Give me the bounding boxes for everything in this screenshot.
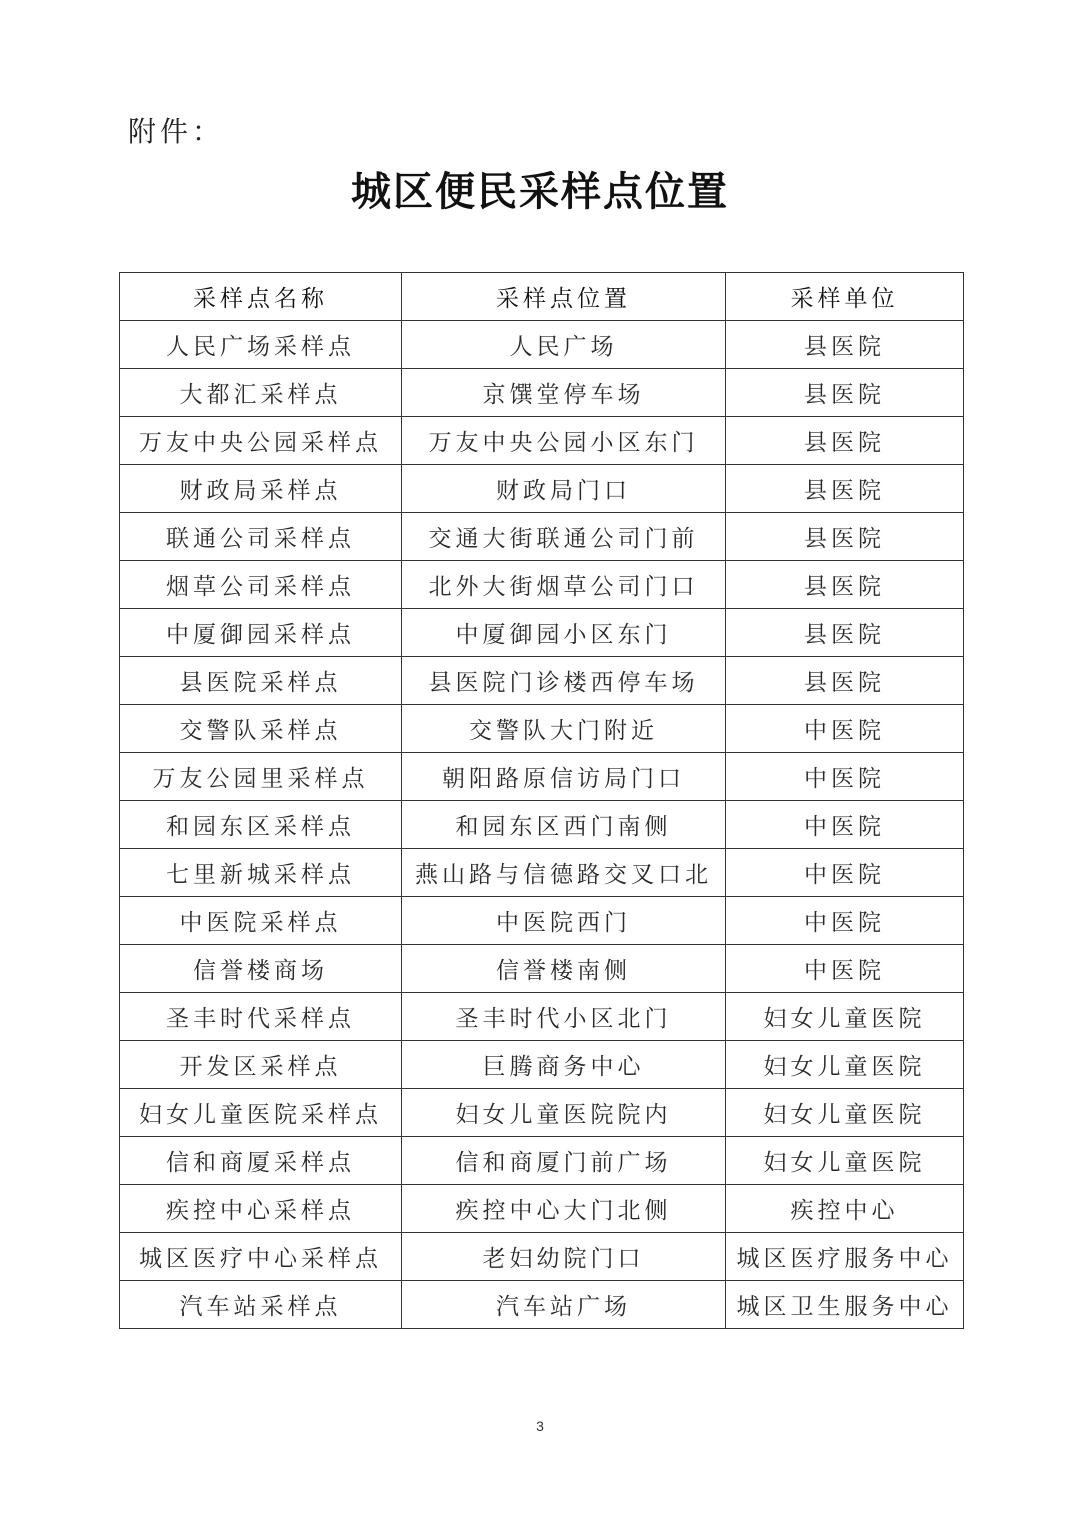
sampling-unit-cell: 中医院 <box>726 849 964 897</box>
site-name-cell: 汽车站采样点 <box>120 1281 402 1329</box>
table-row <box>120 1137 964 1185</box>
sampling-unit-cell: 县医院 <box>726 609 964 657</box>
sampling-unit-cell: 县医院 <box>726 561 964 609</box>
table-row <box>120 465 964 513</box>
site-location-cell: 中医院西门 <box>402 897 726 945</box>
sampling-unit-cell: 妇女儿童医院 <box>726 1089 964 1137</box>
site-name-cell: 妇女儿童医院采样点 <box>120 1089 402 1137</box>
site-location-cell: 和园东区西门南侧 <box>402 801 726 849</box>
table-row <box>120 1089 964 1137</box>
site-location-cell: 疾控中心大门北侧 <box>402 1185 726 1233</box>
site-location-cell: 中厦御园小区东门 <box>402 609 726 657</box>
table-row <box>120 993 964 1041</box>
site-name-cell: 开发区采样点 <box>120 1041 402 1089</box>
site-location-cell: 圣丰时代小区北门 <box>402 993 726 1041</box>
site-name-cell: 县医院采样点 <box>120 657 402 705</box>
table-row <box>120 897 964 945</box>
site-location-cell: 信和商厦门前广场 <box>402 1137 726 1185</box>
table-row <box>120 753 964 801</box>
table-row <box>120 849 964 897</box>
site-name-cell: 交警队采样点 <box>120 705 402 753</box>
site-name-cell: 中医院采样点 <box>120 897 402 945</box>
site-name-cell: 信和商厦采样点 <box>120 1137 402 1185</box>
sampling-unit-cell: 城区医疗服务中心 <box>726 1233 964 1281</box>
site-location-cell: 巨腾商务中心 <box>402 1041 726 1089</box>
sampling-unit-cell: 县医院 <box>726 369 964 417</box>
site-location-cell: 交通大街联通公司门前 <box>402 513 726 561</box>
site-location-cell: 万友中央公园小区东门 <box>402 417 726 465</box>
sampling-unit-cell: 妇女儿童医院 <box>726 993 964 1041</box>
table-row <box>120 561 964 609</box>
sampling-unit-cell: 妇女儿童医院 <box>726 1041 964 1089</box>
site-location-cell: 财政局门口 <box>402 465 726 513</box>
table-row <box>120 657 964 705</box>
table-row <box>120 321 964 369</box>
site-name-cell: 圣丰时代采样点 <box>120 993 402 1041</box>
document-title: 城区便民采样点位置 <box>351 168 729 215</box>
sampling-unit-cell: 中医院 <box>726 753 964 801</box>
table-row <box>120 369 964 417</box>
site-name-cell: 烟草公司采样点 <box>120 561 402 609</box>
table-row <box>120 513 964 561</box>
table-header-row <box>120 273 964 321</box>
site-location-cell: 老妇幼院门口 <box>402 1233 726 1281</box>
sampling-unit-cell: 县医院 <box>726 321 964 369</box>
site-location-cell: 汽车站广场 <box>402 1281 726 1329</box>
site-name-cell: 信誉楼商场 <box>120 945 402 993</box>
table-row <box>120 609 964 657</box>
sampling-unit-cell: 妇女儿童医院 <box>726 1137 964 1185</box>
sampling-unit-cell: 中医院 <box>726 801 964 849</box>
site-name-cell: 中厦御园采样点 <box>120 609 402 657</box>
site-location-cell: 信誉楼南侧 <box>402 945 726 993</box>
site-location-cell: 北外大街烟草公司门口 <box>402 561 726 609</box>
table-row <box>120 417 964 465</box>
table-row <box>120 1185 964 1233</box>
site-location-cell: 燕山路与信德路交叉口北 <box>402 849 726 897</box>
site-name-cell: 城区医疗中心采样点 <box>120 1233 402 1281</box>
sampling-unit-cell: 中医院 <box>726 897 964 945</box>
table-row <box>120 1281 964 1329</box>
sampling-unit-cell: 县医院 <box>726 465 964 513</box>
sampling-unit-cell: 中医院 <box>726 705 964 753</box>
site-name-cell: 疾控中心采样点 <box>120 1185 402 1233</box>
site-location-cell: 县医院门诊楼西停车场 <box>402 657 726 705</box>
sampling-unit-cell: 县医院 <box>726 417 964 465</box>
site-name-cell: 联通公司采样点 <box>120 513 402 561</box>
header-site-name: 采样点名称 <box>120 273 402 321</box>
site-name-cell: 大都汇采样点 <box>120 369 402 417</box>
header-sampling-unit: 采样单位 <box>726 273 964 321</box>
header-site-location: 采样点位置 <box>402 273 726 321</box>
site-location-cell: 人民广场 <box>402 321 726 369</box>
site-location-cell: 交警队大门附近 <box>402 705 726 753</box>
site-location-cell: 妇女儿童医院院内 <box>402 1089 726 1137</box>
site-name-cell: 七里新城采样点 <box>120 849 402 897</box>
site-location-cell: 京馔堂停车场 <box>402 369 726 417</box>
sampling-unit-cell: 县医院 <box>726 657 964 705</box>
sampling-sites-table <box>119 272 964 1329</box>
site-name-cell: 万友中央公园采样点 <box>120 417 402 465</box>
table-row <box>120 801 964 849</box>
site-location-cell: 朝阳路原信访局门口 <box>402 753 726 801</box>
table-row <box>120 1041 964 1089</box>
attachment-label: 附件： <box>128 115 225 148</box>
table-row <box>120 945 964 993</box>
sampling-unit-cell: 城区卫生服务中心 <box>726 1281 964 1329</box>
sampling-unit-cell: 疾控中心 <box>726 1185 964 1233</box>
site-name-cell: 财政局采样点 <box>120 465 402 513</box>
table-row <box>120 705 964 753</box>
site-name-cell: 和园东区采样点 <box>120 801 402 849</box>
site-name-cell: 万友公园里采样点 <box>120 753 402 801</box>
page-number: 3 <box>536 1418 544 1434</box>
site-name-cell: 人民广场采样点 <box>120 321 402 369</box>
table-row <box>120 1233 964 1281</box>
sampling-unit-cell: 中医院 <box>726 945 964 993</box>
sampling-unit-cell: 县医院 <box>726 513 964 561</box>
